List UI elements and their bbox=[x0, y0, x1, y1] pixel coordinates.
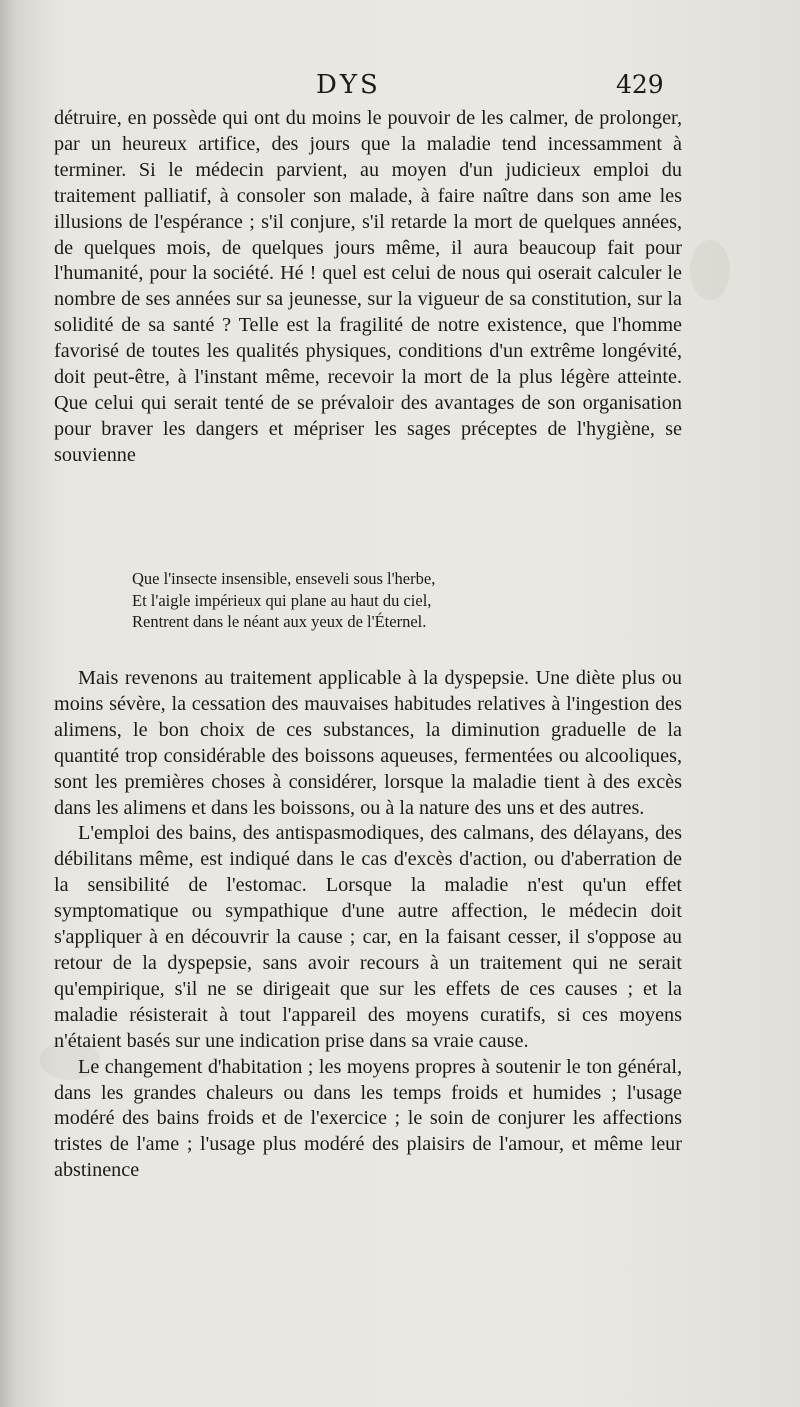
verse-line: Que l'insecte insensible, enseveli sous l'herbe, bbox=[132, 569, 436, 588]
page-header bbox=[0, 66, 800, 106]
paragraph: Mais revenons au traitement applicable à la dyspepsie. Une diète plus ou moins sévère, la cessation des mauvaises habitudes relatives à l'ingestion des alimens, le bon choix de ces substances, la diminution graduelle de la quantité trop considérable des boissons aqueuses, fermentées ou alcooliques, sont les premières choses à considérer, lorsque la maladie tient à des excès dans les alimens et dans les boissons, ou à la nature des uns et des autres. bbox=[54, 667, 682, 819]
verse-line: Rentrent dans le néant aux yeux de l'Éternel. bbox=[132, 612, 427, 631]
text-block-lower bbox=[54, 666, 682, 1184]
paragraph: L'emploi des bains, des antispasmodiques, des calmans, des délayans, des débilitans même, est indiqué dans le cas d'excès d'action, ou d'aberration de la sensibilité de l'estomac. Lorsque la maladie n'est qu'un effet symptomatique ou sympathique d'une autre affection, le médecin doit s'appliquer à en découvrir la cause ; car, en la faisant cesser, il s'oppose au retour de la dyspepsie, sans avoir recours à un traitement qui ne serait qu'empirique, s'il ne se dirigeait que sur les effets de ces causes ; et la maladie résisterait à tout l'appareil des moyens curatifs, si ces moyens n'étaient basés sur une indication prise dans sa vraie cause. bbox=[54, 822, 682, 1052]
verse-line: Et l'aigle impérieux qui plane au haut du ciel, bbox=[132, 590, 432, 610]
running-head: DYS bbox=[316, 70, 381, 100]
paragraph-top: détruire, en possède qui ont du moins le pouvoir de les calmer, de prolonger, par un heureux artifice, des jours que la maladie tend incessamment à terminer. Si le médecin parvient, au moyen d'un judicieux emploi du traitement palliatif, à consoler son malade, à faire naître dans son ame les illusions de l'espérance ; s'il conjure, s'il retarde la mort de quelques années, de quelques mois, de quelques jours même, il aura beaucoup fait pour l'humanité, pour la société. Hé ! quel est celui de nous qui oserait calculer le nombre de ses années sur sa jeunesse, sur la vigueur de sa constitution, sur la solidité de sa santé ? Telle est la fragilité de notre existence, que l'homme favorisé de toutes les qualités physiques, conditions d'un extrême longévité, doit peut-être, à l'instant même, recevoir la mort de la plus légère atteinte. Que celui qui serait tenté de se prévaloir des avantages de son organisation pour braver les dangers et mépriser les sages préceptes de l'hygiène, se souvienne bbox=[54, 107, 682, 466]
paper-stain bbox=[690, 240, 730, 300]
page-number: 429 bbox=[616, 70, 664, 99]
text-block-top bbox=[54, 106, 682, 469]
verse-quotation bbox=[104, 568, 624, 633]
paragraph: Le changement d'habitation ; les moyens propres à soutenir le ton général, dans les grandes chaleurs ou dans les temps froids et humides ; l'usage modéré des bains froids et de l'exercice ; le soin de conjurer les affections tristes de l'ame ; l'usage plus modéré des plaisirs de l'amour, et même leur abstinence bbox=[54, 1055, 682, 1182]
